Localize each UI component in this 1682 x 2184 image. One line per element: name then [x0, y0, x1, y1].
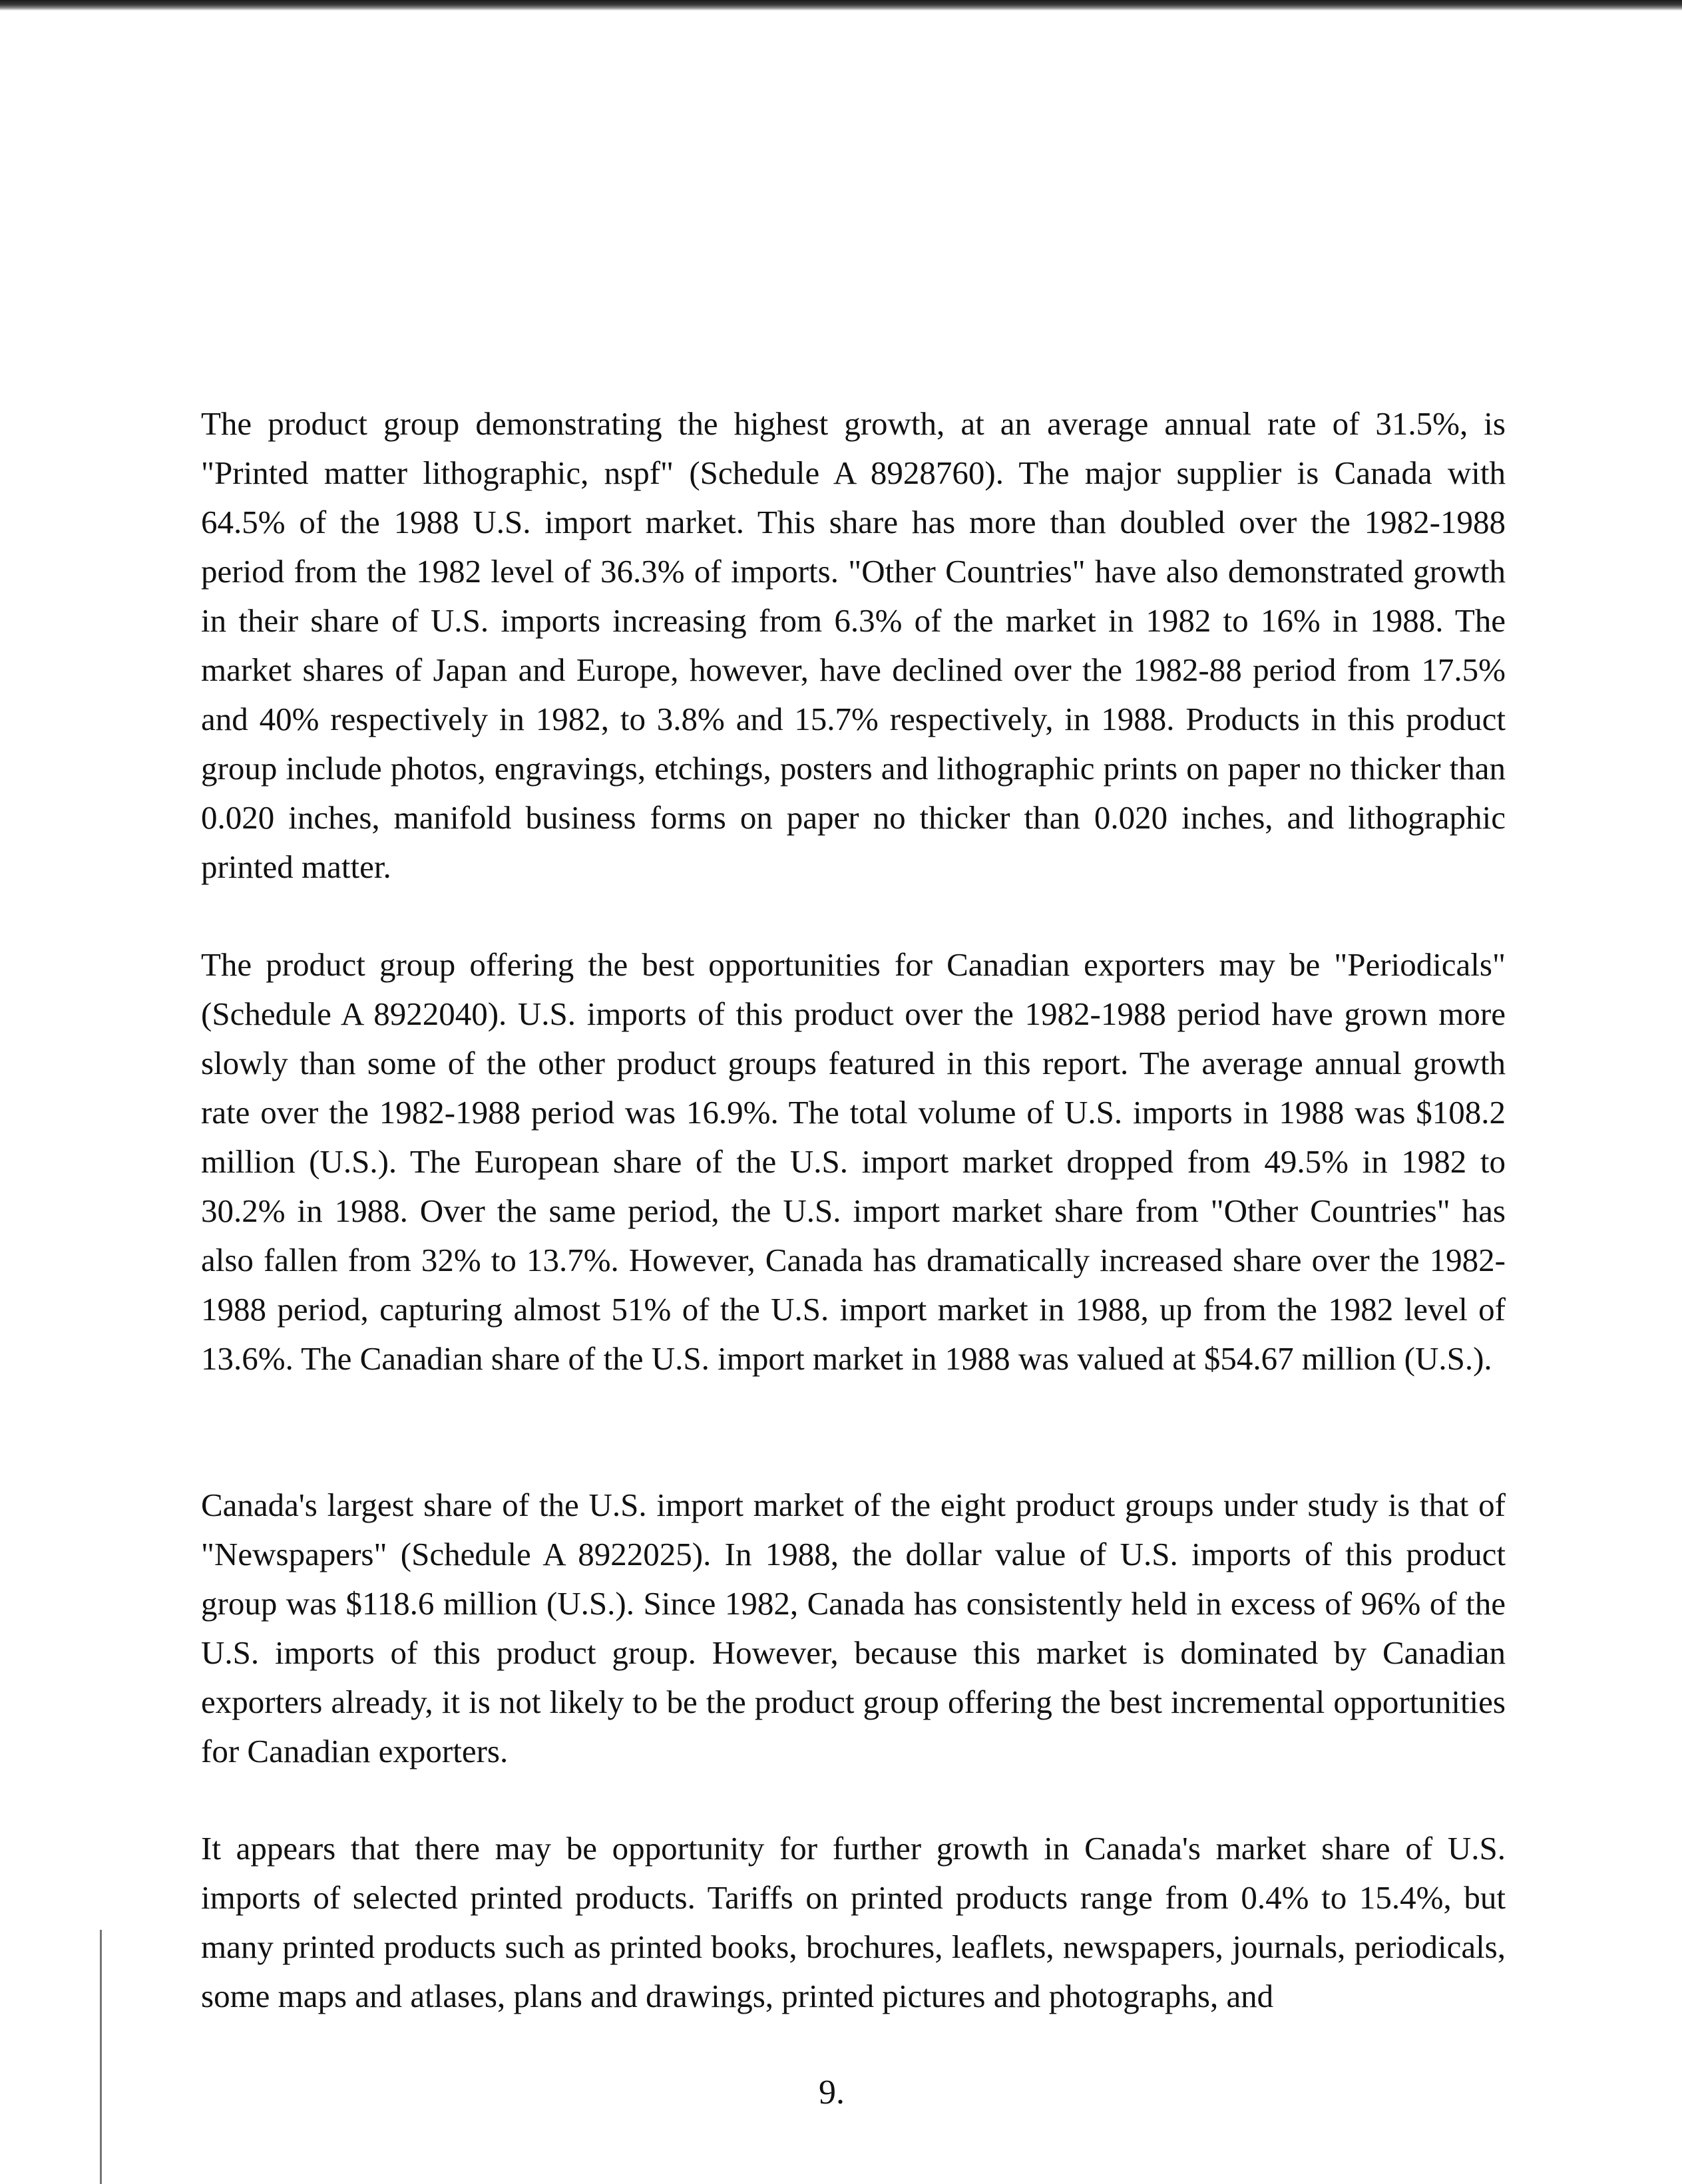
page-number: 9. [819, 2074, 845, 2111]
paragraph-printed-matter: The product group demonstrating the highest growth, at an average annual rate of 31.5%, is "Printed matter lithographic, nspf" (Schedule A 8928760). The major supplier is Canada with 64.5% of the 1988 U.S. import market. This share has more than doubled over the 1982-1988 period from the 1982 level of 36.3% of imports. "Other Countries" have also demonstrated growth in their share of U.S. imports increasing from 6.3% of the market in 1982 to 16% in 1988. The market shares of Japan and Europe, however, have declined over the 1982-88 period from 17.5% and 40% respectively in 1982, to 3.8% and 15.7% respectively, in 1988. Products in this product group include photos, engravings, etchings, posters and lithographic prints on paper no thicker than 0.020 inches, manifold business forms on paper no thicker than 0.020 inches, and lithographic printed matter. [201, 405, 1506, 885]
paragraph-growth-opportunity: It appears that there may be opportunity for further growth in Canada's market share of U.S. imports of selected printed products. Tariffs on printed products range from 0.4% to 15.4%, but many printed products such as printed books, brochures, leaflets, newspapers, journals, periodicals, some maps and atlases, plans and drawings, printed pictures and photographs, and [201, 1830, 1506, 2014]
paragraph-periodicals: The product group offering the best opportunities for Canadian exporters may be "Periodicals" (Schedule A 8922040). U.S. imports of this product over the 1982-1988 period have grown more slowly than some of the other product groups featured in this report. The average annual growth rate over the 1982-1988 period was 16.9%. The total volume of U.S. imports in 1988 was $108.2 million (U.S.). The European share of the U.S. import market dropped from 49.5% in 1982 to 30.2% in 1988. Over the same period, the U.S. import market share from "Other Countries" has also fallen from 32% to 13.7%. However, Canada has dramatically increased share over the 1982-1988 period, capturing almost 51% of the U.S. import market in 1988, up from the 1982 level of 13.6%. The Canadian share of the U.S. import market in 1988 was valued at $54.67 million (U.S.). [201, 946, 1506, 1377]
scan-top-edge [0, 0, 1682, 11]
scan-left-edge [100, 1930, 102, 2184]
paragraph-newspapers: Canada's largest share of the U.S. import market of the eight product groups under study is that of "Newspapers" (Schedule A 8922025). In 1988, the dollar value of U.S. imports of this product group was $118.6 million (U.S.). Since 1982, Canada has consistently held in excess of 96% of the U.S. imports of this product group. However, because this market is dominated by Canadian exporters already, it is not likely to be the product group offering the best incremental opportunities for Canadian exporters. [201, 1487, 1506, 1769]
